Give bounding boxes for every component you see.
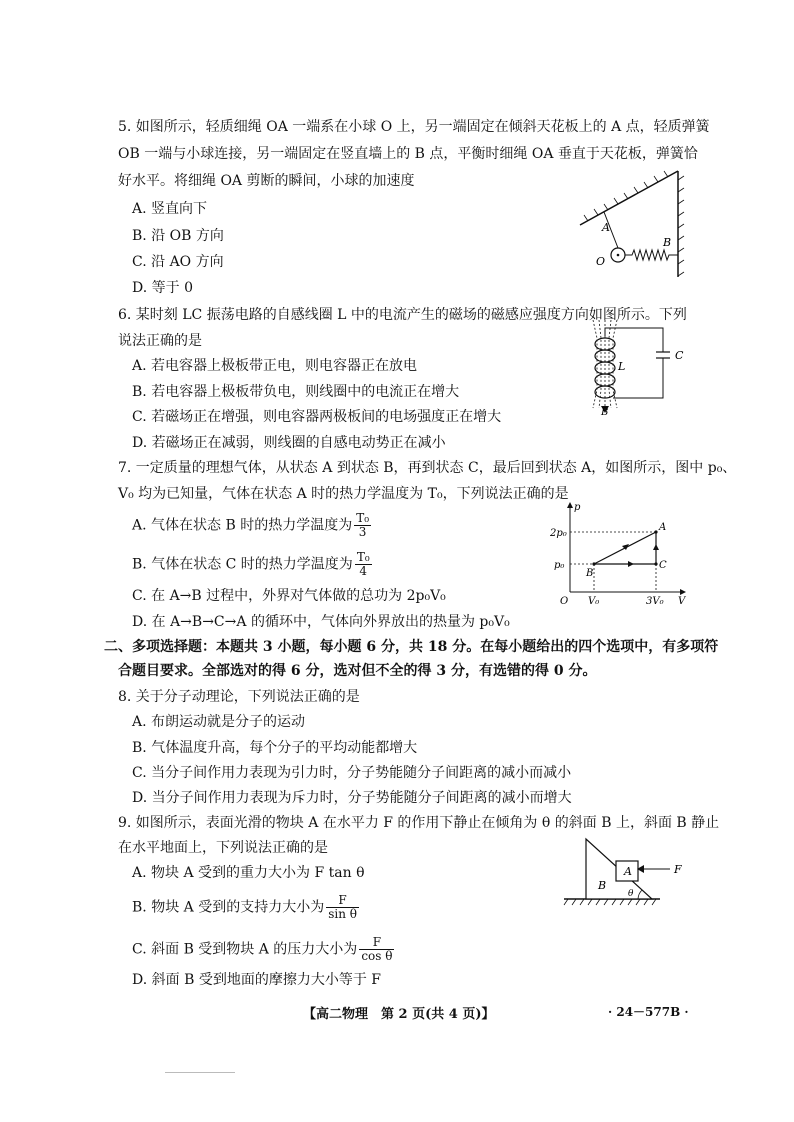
q8-option-a: A. 布朗运动就是分子的运动 bbox=[132, 714, 306, 730]
q7-origin: O bbox=[560, 596, 569, 607]
q9-stem-line1: 9. 如图所示，表面光滑的物块 A 在水平力 F 的作用下静止在倾角为 θ 的斜面 B 上，斜面 B 静止 bbox=[118, 815, 720, 831]
q7-option-b-num: T₀ bbox=[356, 550, 370, 564]
q7-stem-line2: V₀ 均为已知量，气体在状态 A 时的热力学温度为 T₀，下列说法正确的是 bbox=[118, 486, 569, 502]
q5-label-o: O bbox=[596, 255, 606, 268]
q7-tick-p0: p₀ bbox=[554, 560, 565, 571]
page-footer-center: 【高二物理 第 2 页(共 4 页)】 bbox=[303, 1007, 495, 1022]
q6-option-b: B. 若电容器上极板带负电，则线圈中的电流正在增大 bbox=[132, 384, 460, 400]
q7-tick-3v0: 3V₀ bbox=[646, 596, 664, 607]
q7-option-a-text: A. 气体在状态 B 时的热力学温度为 bbox=[132, 517, 353, 534]
page-footer-code: · 24－577B · bbox=[608, 1005, 689, 1019]
q6-label-b: B bbox=[601, 407, 609, 416]
q5-figure bbox=[570, 165, 690, 280]
q9-option-d: D. 斜面 B 受到地面的摩擦力大小等于 F bbox=[132, 972, 381, 988]
q5-option-a: A. 竖直向下 bbox=[132, 201, 208, 217]
q9-option-c-fraction bbox=[359, 936, 394, 963]
q9-label-a: A bbox=[624, 865, 632, 878]
q9-stem-line2: 在水平地面上，下列说法正确的是 bbox=[118, 840, 328, 856]
q7-tick-v0: V₀ bbox=[588, 596, 600, 607]
q8-option-c: C. 当分子间作用力表现为引力时，分子势能随分子间距离的减小而减小 bbox=[132, 765, 572, 781]
q5-stem-line1: 5. 如图所示，轻质细绳 OA 一端系在小球 O 上，另一端固定在倾斜天花板上的 A 点，轻质弹簧 bbox=[118, 119, 710, 135]
q9-option-c-num: F bbox=[359, 936, 394, 950]
q5-option-d: D. 等于 0 bbox=[132, 280, 193, 296]
q7-option-c: C. 在 A→B 过程中，外界对气体做的总功为 2p₀V₀ bbox=[132, 588, 446, 604]
q7-option-a-fraction bbox=[354, 512, 371, 539]
q6-option-c: C. 若磁场正在增强，则电容器两极板间的电场强度正在增大 bbox=[132, 409, 502, 425]
q5-label-a: A bbox=[602, 221, 610, 234]
q9-option-b-fraction bbox=[326, 894, 359, 921]
q9-label-theta: θ bbox=[628, 889, 634, 899]
q9-option-b bbox=[132, 894, 359, 921]
q7-axis-p: p bbox=[574, 502, 581, 513]
q8-option-b: B. 气体温度升高，每个分子的平均动能都增大 bbox=[132, 740, 418, 756]
q9-option-b-den: sin θ bbox=[328, 907, 357, 921]
q5-stem-line2: OB 一端与小球连接，另一端固定在竖直墙上的 B 点，平衡时细绳 OA 垂直于天花板，弹簧恰 bbox=[118, 146, 698, 162]
q6-stem-line1: 6. 某时刻 LC 振荡电路的自感线圈 L 中的电流产生的磁场的磁感应强度方向如图所示。下列 bbox=[118, 307, 687, 323]
q7-option-b bbox=[132, 551, 372, 578]
scan-line bbox=[165, 1072, 235, 1073]
q6-label-l: L bbox=[618, 360, 626, 373]
q9-option-b-text: B. 物块 A 受到的支持力大小为 bbox=[132, 899, 325, 916]
q9-option-c-text: C. 斜面 B 受到物块 A 的压力大小为 bbox=[132, 941, 358, 958]
q9-option-c bbox=[132, 936, 394, 963]
q9-option-a: A. 物块 A 受到的重力大小为 F tan θ bbox=[132, 865, 365, 881]
q7-point-a: A bbox=[659, 522, 667, 533]
q7-figure bbox=[548, 500, 688, 608]
q7-option-a-den: 3 bbox=[358, 525, 367, 539]
q9-option-b-num: F bbox=[326, 894, 359, 908]
q5-label-b: B bbox=[663, 236, 672, 249]
q8-option-d: D. 当分子间作用力表现为斥力时，分子势能随分子间距离的减小而增大 bbox=[132, 790, 572, 806]
q9-label-b: B bbox=[598, 879, 607, 892]
q6-label-c: C bbox=[675, 349, 684, 362]
q9-label-f: F bbox=[674, 863, 682, 876]
q7-option-a-num: T₀ bbox=[356, 511, 370, 525]
section2-instructions-line2: 合题目要求。全部选对的得 6 分，选对但不全的得 3 分，有选错的得 0 分。 bbox=[118, 663, 597, 679]
q7-option-d: D. 在 A→B→C→A 的循环中，气体向外界放出的热量为 p₀V₀ bbox=[132, 614, 510, 630]
q6-option-a: A. 若电容器上极板带正电，则电容器正在放电 bbox=[132, 358, 418, 374]
q7-option-b-fraction bbox=[355, 551, 372, 578]
q5-option-c: C. 沿 AO 方向 bbox=[132, 254, 224, 270]
q7-tick-2p0: 2p₀ bbox=[550, 528, 567, 539]
q7-option-a bbox=[132, 512, 371, 539]
q6-figure bbox=[585, 318, 690, 416]
q7-option-b-den: 4 bbox=[359, 564, 368, 578]
q7-point-c: C bbox=[659, 560, 667, 571]
q7-point-b: B bbox=[586, 568, 594, 579]
q7-stem-line1: 7. 一定质量的理想气体，从状态 A 到状态 B，再到状态 C，最后回到状态 A，如图所示，图中 p₀、 bbox=[118, 460, 737, 476]
q7-axis-v: V bbox=[678, 596, 686, 607]
q9-figure bbox=[560, 833, 690, 913]
q9-option-c-den: cos θ bbox=[361, 949, 393, 963]
q7-option-b-text: B. 气体在状态 C 时的热力学温度为 bbox=[132, 556, 353, 573]
q5-stem-line3: 好水平。将细绳 OA 剪断的瞬间，小球的加速度 bbox=[118, 173, 415, 189]
q5-option-b: B. 沿 OB 方向 bbox=[132, 228, 224, 244]
q6-stem-line2: 说法正确的是 bbox=[118, 333, 202, 349]
section2-instructions-line1: 二、多项选择题：本题共 3 小题，每小题 6 分，共 18 分。在每小题给出的四个选项中，有多项符 bbox=[104, 639, 719, 655]
q8-stem: 8. 关于分子动理论，下列说法正确的是 bbox=[118, 689, 360, 705]
q6-option-d: D. 若磁场正在减弱，则线圈的自感电动势正在减小 bbox=[132, 435, 446, 451]
